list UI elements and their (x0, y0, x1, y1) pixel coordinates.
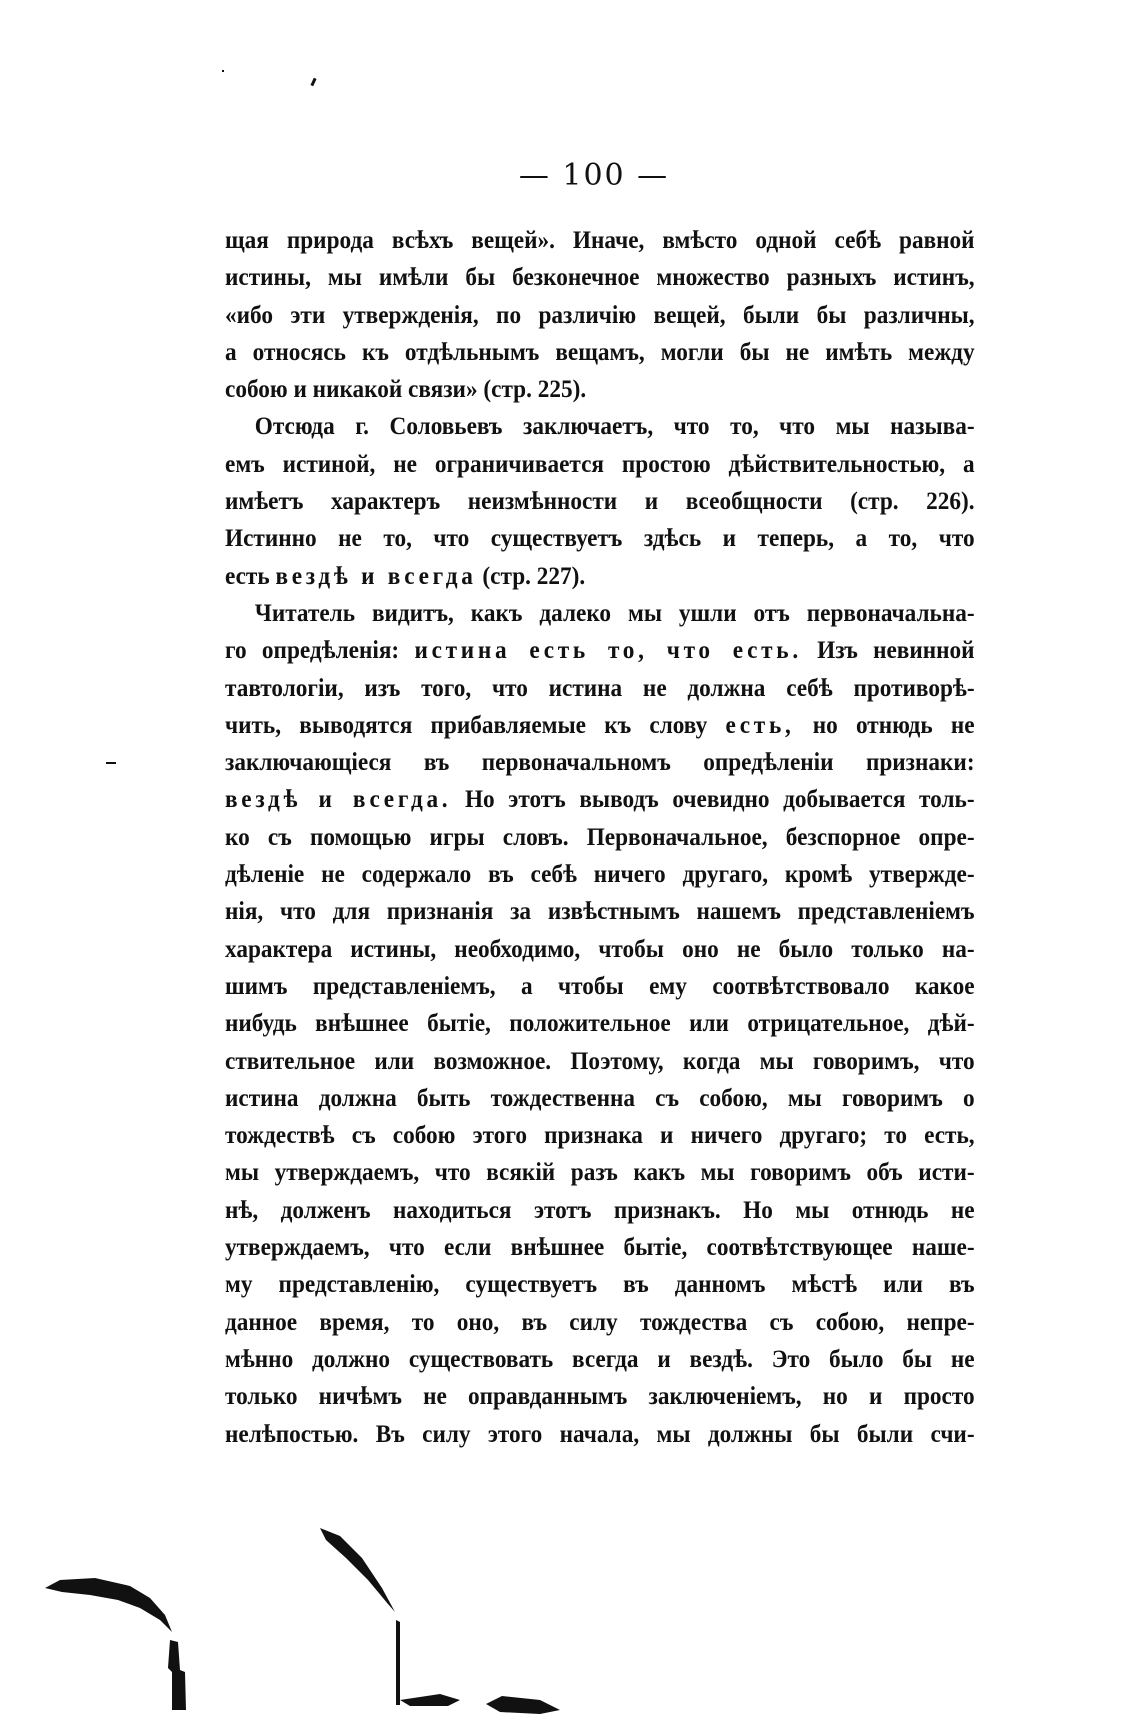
text-segment: данное время, то оно, въ силу тождества съ собою, непре- (225, 1308, 975, 1336)
text-line (225, 1117, 975, 1154)
text-line (225, 1080, 975, 1117)
text-segment: утверждаемъ, что если внѣшнее бытіе, соотвѣтствующее наше- (225, 1234, 975, 1262)
text-line (225, 222, 975, 259)
scan-speck (106, 762, 116, 764)
text-line (225, 856, 975, 893)
text-line (225, 1416, 975, 1453)
text-line (225, 558, 975, 595)
text-line (225, 297, 975, 334)
text-segment: Изъ невинной (801, 637, 975, 665)
text-segment: имѣетъ характеръ неизмѣнности и всеобщности (стр. 226). (225, 488, 975, 516)
text-segment: Но этотъ выводъ очевидно добывается толь- (451, 786, 975, 814)
text-line (225, 1378, 975, 1415)
text-segment: емъ истиной, не ограничивается простою дѣйствительностью, а (225, 450, 975, 478)
text-line (225, 520, 975, 557)
text-line (225, 408, 975, 445)
body-text (225, 222, 975, 1453)
text-segment: нибудь внѣшнее бытіе, положительное или отрицательное, дѣй- (225, 1010, 975, 1038)
text-segment: но отнюдь не (794, 711, 975, 739)
text-line (225, 483, 975, 520)
text-segment: а относясь къ отдѣльнымъ вещамъ, могли бы не имѣть между (225, 338, 975, 366)
text-segment: нѣ, долженъ находиться этотъ признакъ. Но мы отнюдь не (225, 1196, 975, 1224)
text-line (225, 1005, 975, 1042)
text-segment: нія, что для признанія за извѣстнымъ нашемъ представленіемъ (225, 898, 975, 926)
text-segment: тавтологіи, изъ того, что истина не должна себѣ противорѣ- (225, 674, 975, 702)
text-segment: го опредѣленія: (225, 637, 415, 665)
text-line (225, 446, 975, 483)
text-line (225, 1229, 975, 1266)
text-segment: собою и никакой связи» (стр. 225). (225, 376, 587, 404)
page-number: — 100 — (518, 158, 670, 193)
text-line (225, 968, 975, 1005)
text-line (225, 1304, 975, 1341)
text-line (225, 1341, 975, 1378)
text-line (225, 1043, 975, 1080)
scan-artifact (0, 1500, 1140, 1731)
text-segment: му представленію, существуетъ въ данномъ мѣстѣ или въ (225, 1271, 975, 1299)
text-segment: дѣленіе не содержало въ себѣ ничего другаго, кромѣ утвержде- (225, 861, 975, 889)
text-segment: истины, мы имѣли бы безконечное множество разныхъ истинъ, (225, 264, 975, 292)
text-segment: Истинно не то, что существуетъ здѣсь и теперь, а то, что (225, 525, 975, 553)
text-segment: мѣнно должно существовать всегда и вездѣ. Это было бы не (225, 1345, 975, 1373)
text-line (225, 1192, 975, 1229)
text-line (225, 744, 975, 781)
text-line (225, 1266, 975, 1303)
text-line (225, 632, 975, 669)
text-segment: чить, выводятся прибавляемые къ слову (225, 711, 726, 739)
text-line (225, 595, 975, 632)
text-segment: заключающіеся въ первоначальномъ опредѣленіи признаки: (225, 749, 975, 777)
text-segment: ко съ помощью игры словъ. Первоначальное, безспорное опре- (225, 823, 975, 851)
text-line (225, 259, 975, 296)
scan-speck (310, 78, 316, 87)
text-segment: тождествѣ съ собою этого признака и ничего другаго; то есть, (225, 1122, 975, 1150)
text-line (225, 893, 975, 930)
text-line (225, 781, 975, 818)
emphasis-text: есть, (725, 711, 795, 739)
text-segment: ствительное или возможное. Поэтому, когда мы говоримъ, что (225, 1047, 975, 1075)
text-segment: только ничѣмъ не оправданнымъ заключеніемъ, но и просто (225, 1383, 975, 1411)
emphasis-text: вездѣ и всегда (275, 562, 477, 590)
text-segment: нелѣпостью. Въ силу этого начала, мы должны бы были счи- (225, 1420, 975, 1448)
text-segment: (стр. 227). (476, 562, 586, 590)
scan-speck (222, 70, 224, 72)
text-segment: «ибо эти утвержденія, по различію вещей, были бы различны, (225, 301, 975, 329)
text-line (225, 819, 975, 856)
text-segment: характера истины, необходимо, чтобы оно не было только на- (225, 935, 975, 963)
text-segment: истина должна быть тождественна съ собою, мы говоримъ о (225, 1084, 975, 1112)
text-line (225, 1154, 975, 1191)
emphasis-text: истина есть то, что есть. (414, 637, 802, 665)
text-segment: мы утверждаемъ, что всякій разъ какъ мы говоримъ объ исти- (225, 1159, 975, 1187)
text-segment: есть (225, 562, 276, 590)
text-line (225, 931, 975, 968)
text-segment: шимъ представленіемъ, а чтобы ему соотвѣтствовало какое (225, 972, 975, 1000)
text-line (225, 707, 975, 744)
emphasis-text: вездѣ и всегда. (225, 786, 452, 814)
text-segment: щая природа всѣхъ вещей». Иначе, вмѣсто одной себѣ равной (225, 227, 975, 254)
text-line (225, 371, 975, 408)
text-segment: Отсюда г. Соловьевъ заключаетъ, что то, что мы называ- (254, 413, 975, 441)
text-segment: Читатель видитъ, какъ далеко мы ушли отъ первоначальна- (254, 599, 975, 627)
text-line (225, 334, 975, 371)
text-line (225, 670, 975, 707)
